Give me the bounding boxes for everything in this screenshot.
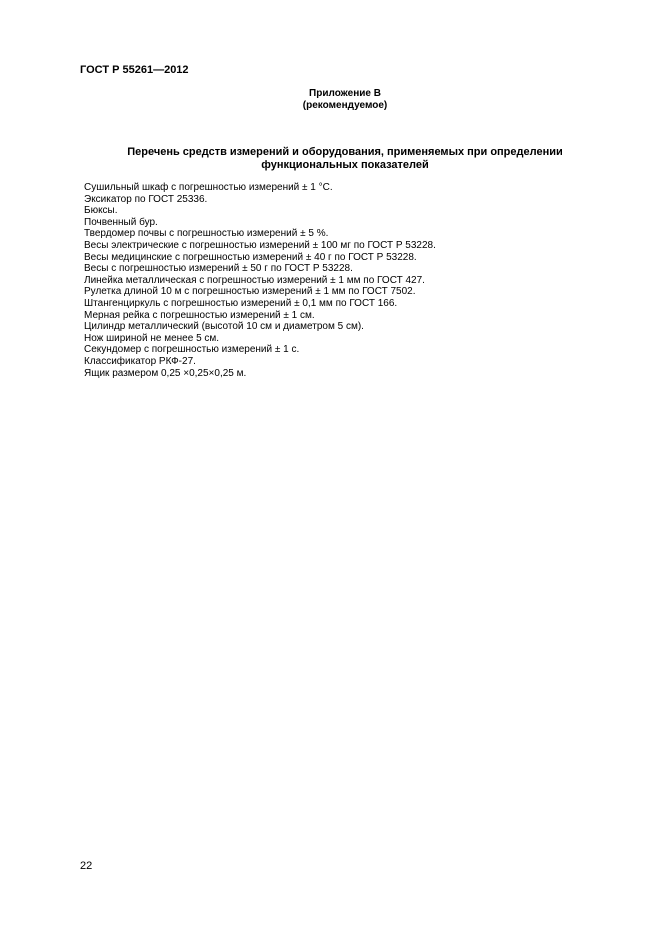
list-item: Твердомер почвы с погрешностью измерений ± 5 %. — [84, 228, 329, 240]
list-item: Секундомер с погрешностью измерений ± 1 с. — [84, 344, 300, 356]
list-item: Мерная рейка с погрешностью измерений ± 1 см. — [84, 309, 315, 321]
list-item: Классификатор РКФ-27. — [84, 355, 196, 367]
list-item: Штангенциркуль с погрешностью измерений ± 0,1 мм по ГОСТ 166. — [84, 297, 398, 309]
list-item: Сушильный шкаф с погрешностью измерений ± 1 °С. — [84, 182, 333, 193]
page-number: 22 — [80, 860, 93, 872]
list-item: Эксикатор по ГОСТ 25336. — [84, 193, 208, 205]
list-item: Нож шириной не менее 5 см. — [84, 332, 220, 344]
list-item: Почвенный бур. — [84, 216, 158, 228]
list-item: Бюксы. — [84, 205, 118, 217]
list-item: Весы с погрешностью измерений ± 50 г по ГОСТ Р 53228. — [84, 263, 353, 275]
list-item: Весы электрические с погрешностью измерений ± 100 мг по ГОСТ Р 53228. — [84, 239, 436, 251]
list-item: Цилиндр металлический (высотой 10 см и диаметром 5 см). — [84, 321, 364, 333]
appendix-title: Приложение В — [309, 88, 381, 99]
list-item: Линейка металлическая с погрешностью измерений ± 1 мм по ГОСТ 427. — [84, 274, 425, 286]
section-title — [105, 146, 585, 172]
section-title-line: функциональных показателей — [261, 159, 429, 171]
appendix-note: (рекомендуемое) — [302, 100, 388, 111]
section-title-line: Перечень средств измерений и оборудования, применяемых при определении — [127, 146, 563, 158]
list-item: Ящик размером 0,25 ×0,25×0,25 м. — [84, 367, 247, 379]
equipment-list — [84, 182, 436, 379]
document-header: ГОСТ Р 55261—2012 — [80, 64, 189, 76]
list-item: Весы медицинские с погрешностью измерений ± 40 г по ГОСТ Р 53228. — [84, 251, 417, 263]
list-item: Рулетка длиной 10 м с погрешностью измерений ± 1 мм по ГОСТ 7502. — [84, 286, 416, 298]
